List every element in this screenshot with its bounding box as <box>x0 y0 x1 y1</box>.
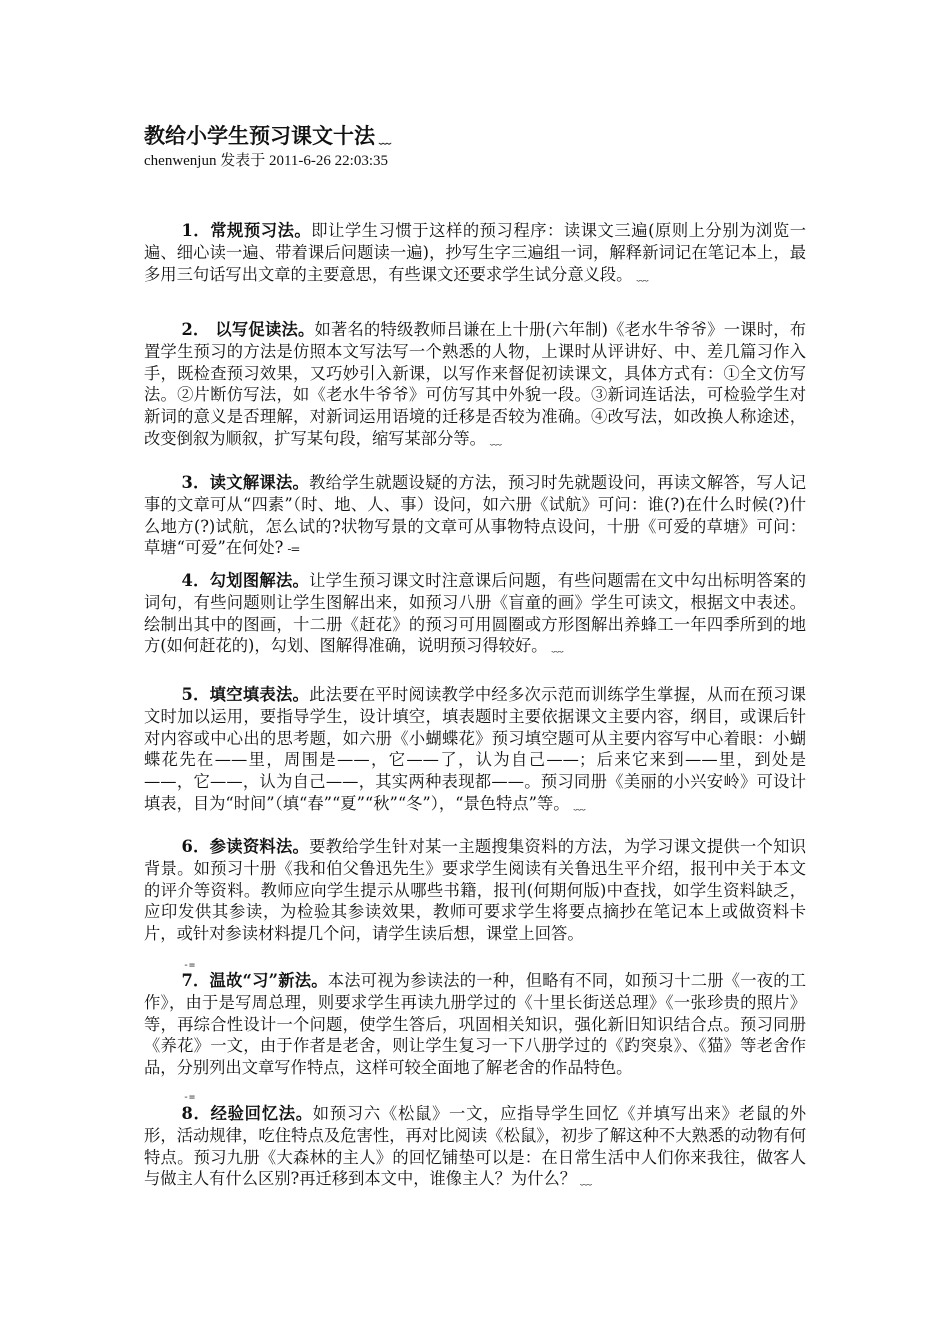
paragraph-heading: 7．温故“习”新法。 <box>181 971 328 990</box>
paragraph-mark-icon: ﹏ <box>580 1173 592 1188</box>
article-meta: chenwenjun 发表于 2011-6-26 22:03:35 <box>144 153 388 169</box>
paragraph-6 <box>144 836 806 945</box>
paragraph-7 <box>144 970 806 1079</box>
paragraph-8 <box>144 1103 806 1192</box>
paragraph-5 <box>144 684 806 817</box>
paragraph-body: 如预习六《松鼠》一文，应指导学生回忆《并填写出来》老鼠的外形，活动规律，吃住特点及危害性，再对比阅读《松鼠》，初步了解这种不大熟悉的动物有何特点。预习九册《大森林的主人》的回忆铺垫可以是：在日常生活中人们你来我往，做客人与做主人有什么区别?再迁移到本文中，谁像主人？为什么？ <box>144 1104 806 1189</box>
paragraph-body: 要教给学生针对某一主题搜集资料的方法，为学习课文提供一个知识背景。如预习十册《我和伯父鲁迅先生》要求学生阅读有关鲁迅生平介绍，报刊中关于本文的评介等资料。教师应向学生提示从哪些书籍，报刊(何期何版)中查找，如学生资料缺乏，应印发供其参读，为检验其参读效果，教师可要求学生将要点摘抄在笔记本上或做资料卡片，或针对参读材料提几个问，请学生读后想，课堂上回答。 <box>144 837 806 944</box>
paragraph-4 <box>144 570 806 659</box>
paragraph-mark-icon: ﹏ <box>573 797 585 812</box>
paragraph-mark-icon: ﹏ <box>551 640 563 655</box>
paragraph-mark-icon: ﹏ <box>379 132 391 146</box>
paragraph-body: 如著名的特级教师吕谦在上十册(六年制)《老水牛爷爷》一课时，布置学生预习的方法是仿照本文写法写一个熟悉的人物，上课时从评讲好、中、差几篇习作入手，既检查预习效果，又巧妙引入新课，以写作来督促初读课文，具体方式有：①全文仿写法。②片断仿写法，如《老水牛爷爷》可仿写其中外貌一段。③新词连话法，可检验学生对新词的意义是否理解，对新词运用语境的迁移是否较为准确。④改写法，如改换人称途述，改变倒叙为顺叙，扩写某句段，缩写某部分等。 <box>144 320 806 448</box>
paragraph-mark-icon: ﹏ <box>636 268 648 283</box>
paragraph-body: 让学生预习课文时注意课后问题，有些问题需在文中勾出标明答案的词句，有些问题则让学生图解出来，如预习八册《盲童的画》学生可读文，根据文中表述。绘制出其中的图画，十二册《赶花》的预习可用圆圈或方形图解出养蜂工一年四季所到的地方(如何赶花的)，勾划、图解得准确，说明预习得较好。 <box>144 571 806 656</box>
spacer-mark-icon: -= <box>287 542 300 557</box>
paragraph-3 <box>144 472 806 561</box>
paragraph-heading: 3．读文解课法。 <box>181 473 310 492</box>
paragraph-heading: 1．常规预习法。 <box>181 221 312 240</box>
paragraph-1 <box>144 220 806 287</box>
paragraph-heading: 5．填空填表法。 <box>181 685 310 704</box>
paragraph-heading: 2． 以写促读法。 <box>181 320 315 339</box>
paragraph-heading: 6．参读资料法。 <box>181 837 310 856</box>
paragraph-body: 教给学生就题设疑的方法，预习时先就题设问，再读文解答，写人记事的文章可从“四素”（时、地、人、事）设问，如六册《试航》可问：谁(?)在什么时候(?)什么地方(?)试航，怎么试的?状物写景的文章可从事物特点设问，十册《可爱的草塘》可问：草塘“可爱”在何处? <box>144 473 806 558</box>
paragraph-body: 本法可视为参读法的一种，但略有不同，如预习十二册《一夜的工作》，由于是写周总理，则要求学生再读九册学过的《十里长街送总理》《一张珍贵的照片》等，再综合性设计一个问题，使学生答后，巩固相关知识，强化新旧知识结合点。预习同册《养花》一文，由于作者是老舍，则让学生复习一下八册学过的《趵突泉》、《猫》等老舍作品，分别列出文章写作特点，这样可较全面地了解老舍的作品特色。 <box>144 971 806 1078</box>
paragraph-body: 即让学生习惯于这样的预习程序：读课文三遍(原则上分别为浏览一遍、细心读一遍、带着课后问题读一遍)，抄写生字三遍组一词，解释新词记在笔记本上，最多用三句话写出文章的主要意思，有些课文还要求学生试分意义段。 <box>144 221 806 284</box>
paragraph-heading: 8．经验回忆法。 <box>181 1104 313 1123</box>
paragraph-body: 此法要在平时阅读教学中经多次示范而训练学生掌握，从而在预习课文时加以运用，要指导学生，设计填空，填表题时主要依据课文主要内容，纲目，或课后针对内容或中心出的思考题，如六册《小蝴蝶花》预习填空题可从主要内容写中心着眼：小蝴蝶花先在——里，周围是——，它——了，认为自己——；后来它来到——里，到处是——，它——，认为自己——，其实两种表现都——。预习同册《美丽的小兴安岭》可设计填表，目为“时间”（填“春”“夏”“秋”“冬”），“景色特点”等。 <box>144 685 806 813</box>
spacer-mark-icon: -= <box>183 1092 196 1103</box>
paragraph-heading: 4．勾划图解法。 <box>181 571 310 590</box>
spacer-mark-icon: -= <box>183 960 196 971</box>
paragraph-mark-icon: ﹏ <box>489 432 501 447</box>
paragraph-2 <box>144 319 806 452</box>
article-title <box>144 122 390 153</box>
article-title-text: 教给小学生预习课文十法 <box>144 123 375 148</box>
